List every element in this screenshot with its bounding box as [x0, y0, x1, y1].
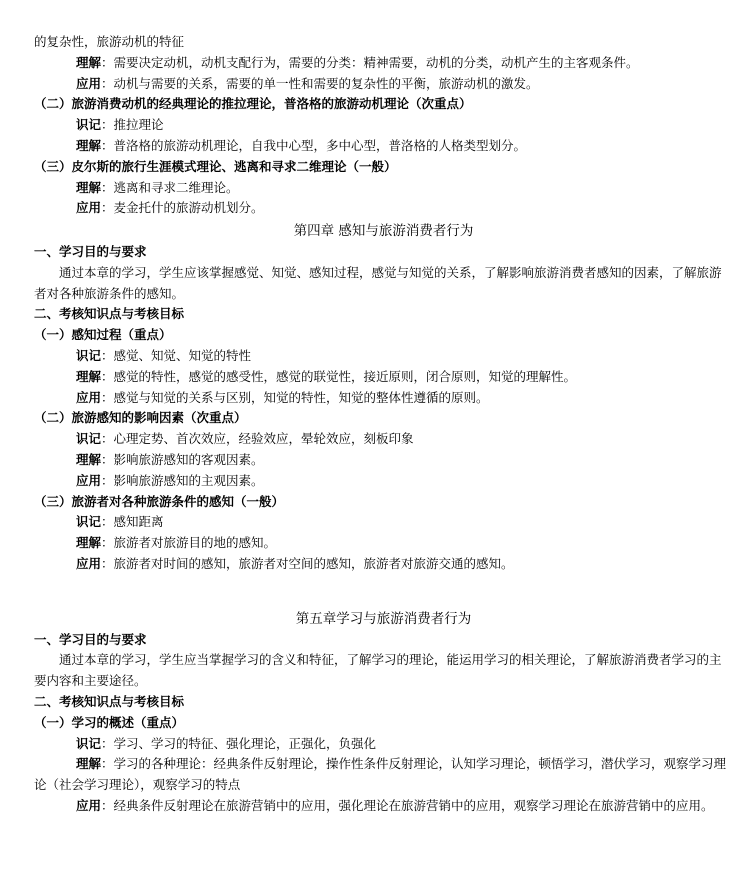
item-text: ：动机与需要的关系，需要的单一性和需要的复杂性的平衡，旅游动机的激发。 [101, 75, 539, 91]
item-label: 理解 [76, 535, 102, 551]
item-label: 理解 [76, 179, 102, 195]
item-text: ：普洛格的旅游动机理论，自我中心型，多中心型，普洛格的人格类型划分。 [101, 137, 527, 153]
item-memorize [34, 512, 733, 533]
item-text: ：心理定势、首次效应，经验效应，晕轮效应，刻板印象 [101, 431, 414, 447]
item-memorize [34, 346, 733, 367]
item-text: ：感觉的特性，感觉的感受性，感觉的联觉性，接近原则，闭合原则，知觉的理解性。 [101, 368, 577, 384]
item-apply [34, 198, 733, 219]
item-label: 理解 [76, 451, 102, 467]
item-apply [34, 74, 733, 95]
item-text: ：旅游者对时间的感知，旅游者对空间的感知，旅游者对旅游交通的感知。 [101, 555, 514, 571]
item-text: ：影响旅游感知的主观因素。 [101, 472, 264, 488]
item-text: ：经典条件反射理论在旅游营销中的应用，强化理论在旅游营销中的应用，观察学习理论在旅游营销中的应用。 [101, 797, 714, 813]
subsection-heading: （二）旅游感知的影响因素（次重点） [34, 410, 247, 426]
subsection-heading: （三）旅游者对各种旅游条件的感知（一般） [34, 493, 285, 509]
item-text: ：感知距离 [101, 514, 164, 530]
item-text: ：学习、学习的特征、强化理论，正强化，负强化 [101, 735, 377, 751]
section-heading: 一、学习目的与要求 [34, 631, 147, 647]
item-label: 识记 [76, 431, 102, 447]
item-label: 理解 [76, 54, 102, 70]
item-understand [34, 533, 733, 554]
item-label: 识记 [76, 117, 102, 133]
item-label: 应用 [76, 472, 102, 488]
item-text: ：感觉与知觉的关系与区别，知觉的特性，知觉的整体性遵循的原则。 [101, 389, 489, 405]
subsection-heading: （一）感知过程（重点） [34, 327, 172, 343]
item-text: ：逃离和寻求二维理论。 [101, 179, 239, 195]
section-paragraph: 通过本章的学习，学生应当掌握学习的含义和特征，了解学习的理论，能运用学习的相关理论，了解旅游消费者学习的主要内容和主要途径。 [34, 652, 722, 689]
item-label: 应用 [76, 200, 102, 216]
item-text: ：旅游者对旅游目的地的感知。 [101, 535, 277, 551]
item-apply [34, 554, 733, 575]
chapter-title: 第五章学习与旅游消费者行为 [295, 610, 472, 627]
item-label: 识记 [76, 514, 102, 530]
subsection-heading: （一）学习的概述（重点） [34, 714, 185, 730]
subsection-heading: （三）皮尔斯的旅行生涯模式理论、逃离和寻求二维理论（一般） [34, 158, 397, 174]
item-understand [34, 450, 733, 471]
continuation-line: 的复杂性，旅游动机的特征 [34, 34, 185, 49]
item-understand [34, 367, 733, 388]
item-label: 识记 [76, 735, 102, 751]
item-text: ：感觉、知觉、知觉的特性 [101, 347, 252, 363]
item-memorize [34, 429, 733, 450]
subsection-heading: （二）旅游消费动机的经典理论的推拉理论，普洛格的旅游动机理论（次重点） [34, 96, 472, 112]
section-heading: 二、考核知识点与考核目标 [34, 306, 185, 322]
item-apply [34, 471, 733, 492]
item-label: 应用 [76, 389, 102, 405]
item-label: 应用 [76, 555, 102, 571]
item-understand [34, 136, 733, 157]
item-memorize [34, 734, 733, 755]
item-apply [34, 388, 733, 409]
section-paragraph: 通过本章的学习，学生应该掌握感觉、知觉、感知过程，感觉与知觉的关系，了解影响旅游消费者感知的因素，了解旅游者对各种旅游条件的感知。 [34, 264, 722, 301]
item-label: 应用 [76, 75, 102, 91]
item-apply [34, 796, 733, 817]
item-label: 理解 [76, 137, 102, 153]
item-text: ：麦金托什的旅游动机划分。 [101, 200, 264, 216]
item-text: ：需要决定动机，动机支配行为，需要的分类：精神需要，动机的分类，动机产生的主客观条件。 [101, 54, 639, 70]
item-label: 理解 [76, 368, 102, 384]
item-understand [34, 178, 733, 199]
item-label: 识记 [76, 347, 102, 363]
item-label: 应用 [76, 797, 102, 813]
item-text: ：学习的各种理论：经典条件反射理论，操作性条件反射理论，认知学习理论，顿悟学习，潜伏学习，观察学习理论（社会学习理论），观察学习的特点 [34, 756, 727, 793]
item-label: 理解 [76, 756, 102, 772]
section-heading: 一、学习目的与要求 [34, 243, 147, 259]
section-heading: 二、考核知识点与考核目标 [34, 693, 185, 709]
item-understand [34, 754, 733, 796]
chapter-title: 第四章 感知与旅游消费者行为 [293, 223, 474, 240]
item-text: ：影响旅游感知的客观因素。 [101, 451, 264, 467]
item-understand [34, 53, 733, 74]
item-memorize [34, 115, 733, 136]
item-text: ：推拉理论 [101, 117, 164, 133]
